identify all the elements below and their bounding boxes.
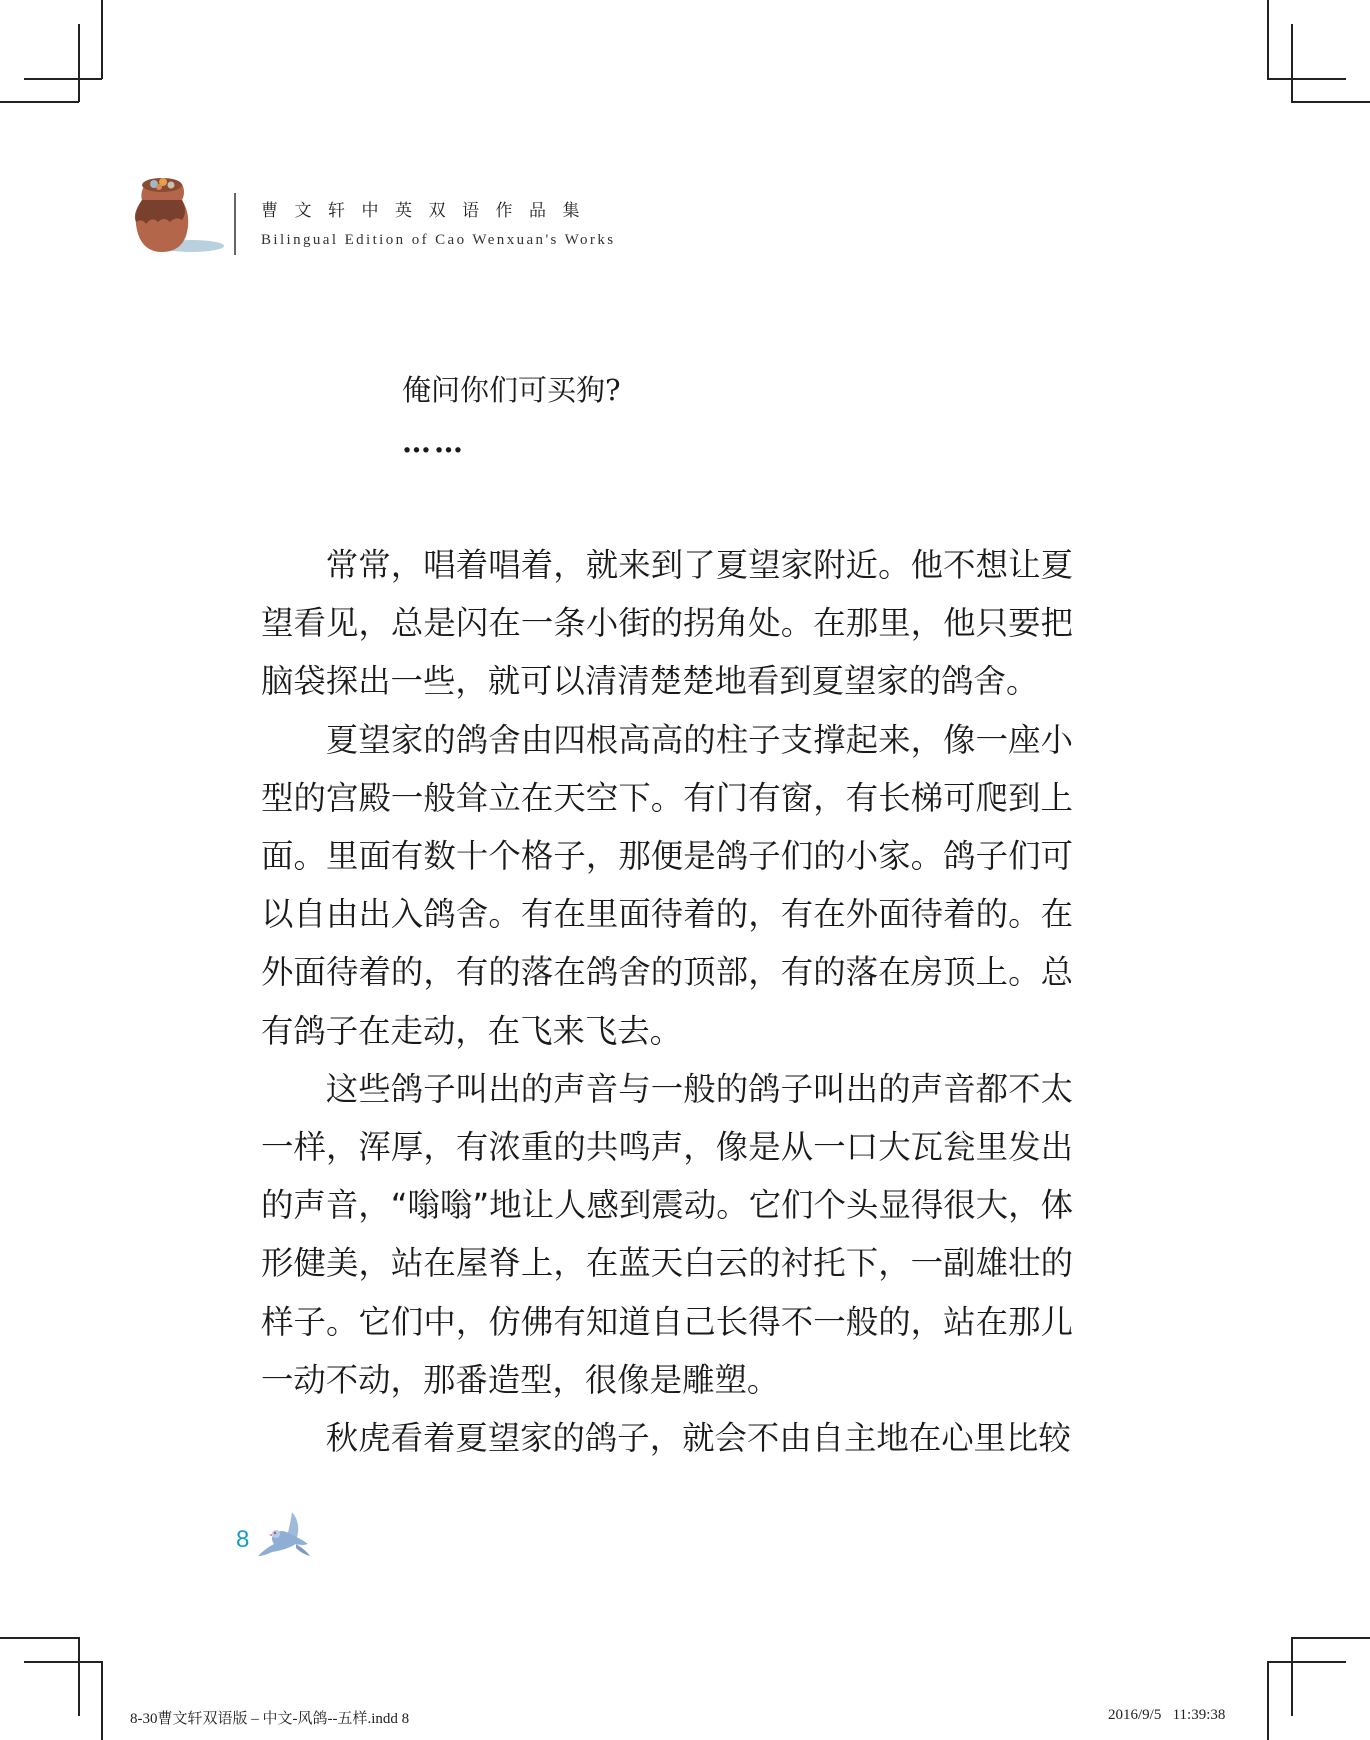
verse-ellipsis: ……: [402, 425, 466, 459]
paragraph: 夏望家的鸽舍由四根高高的柱子支撑起来，像一座小型的宫殿一般耸立在天空下。有门有窗，有长梯可爬到上面。里面有数十个格子，那便是鸽子们的小家。鸽子们可以自由出入鸽舍。有在里面待着的，有在外面待着的。在外面待着的，有的落在鸽舍的顶部，有的落在房顶上。总有鸽子在走动，在飞来飞去。: [261, 720, 1073, 1050]
body-text: [261, 536, 1073, 1467]
verse-line: 俺问你们可买狗?: [402, 373, 621, 407]
clay-jar-icon: [130, 172, 226, 256]
series-title-en: Bilingual Edition of Cao Wenxuan's Works: [261, 232, 616, 248]
paragraph: 常常，唱着唱着，就来到了夏望家附近。他不想让夏望看见，总是闪在一条小街的拐角处。在那里，他只要把脑袋探出一些，就可以清清楚楚地看到夏望家的鸽舍。: [261, 546, 1073, 701]
footer-file-info: 8-30曹文轩双语版 – 中文-风鸽--五样.indd 8: [130, 1711, 410, 1727]
header-divider: [234, 193, 236, 255]
series-title-cn: 曹文轩中英双语作品集: [261, 201, 596, 221]
page-number: 8: [236, 1526, 250, 1553]
paragraph: 这些鸽子叫出的声音与一般的鸽子叫出的声音都不太一样，浑厚，有浓重的共鸣声，像是从一口大瓦瓮里发出的声音，“嗡嗡”地让人感到震动。它们个头显得很大，体形健美，站在屋脊上，在蓝天白云的衬托下，一副雄壮的样子。它们中，仿佛有知道自己长得不一般的，站在那儿一动不动，那番造型，很像是雕塑。: [261, 1069, 1073, 1399]
paragraph: 秋虎看着夏望家的鸽子，就会不由自主地在心里比较: [325, 1419, 1071, 1458]
pigeon-icon: [256, 1510, 316, 1562]
footer-timestamp: 2016/9/5 11:39:38: [1108, 1707, 1226, 1723]
